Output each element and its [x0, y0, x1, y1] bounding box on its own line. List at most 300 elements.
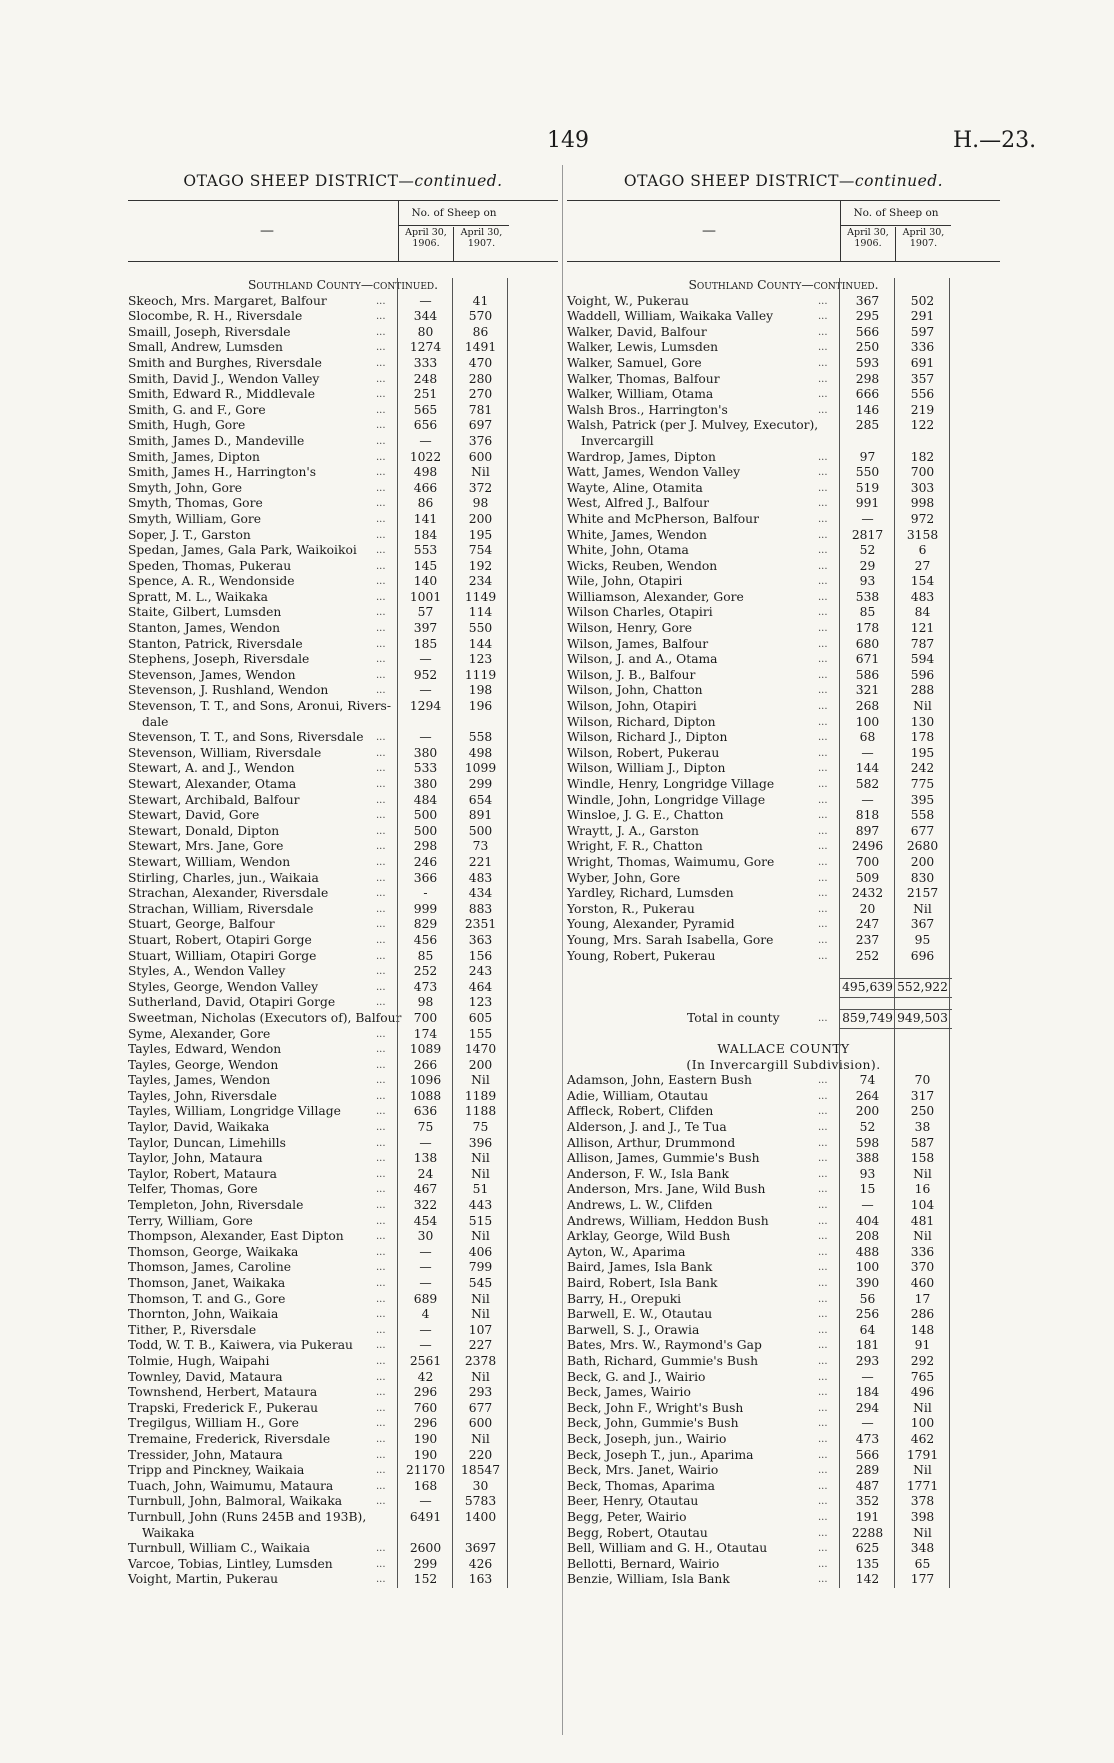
owner-name: Anderson, Mrs. Jane, Wild Bush: [567, 1182, 766, 1197]
leader-dots: ...: [376, 810, 386, 822]
leader-dots: ...: [818, 326, 828, 338]
owner-name: Trapski, Frederick F., Pukerau: [128, 1400, 319, 1415]
leader-dots: ...: [376, 513, 386, 525]
sheep-1906: 1274: [409, 340, 442, 355]
sheep-1906: 185: [413, 636, 438, 651]
leader-dots: ...: [376, 560, 386, 572]
sheep-1907: Nil: [471, 1431, 490, 1446]
table-row: [567, 559, 1000, 575]
owner-name: Winsloe, J. G. E., Chatton: [567, 808, 724, 823]
leader-dots: ...: [376, 1324, 386, 1336]
table-row: [128, 528, 558, 544]
sheep-1906: 344: [413, 309, 438, 324]
table-row: [128, 403, 558, 419]
leader-dots: ...: [818, 529, 828, 541]
table-row: [567, 372, 1000, 388]
leader-dots: ...: [376, 1246, 386, 1258]
leader-dots: ...: [376, 966, 386, 978]
column-rule: [397, 278, 398, 1588]
sheep-1906: 68: [859, 730, 876, 745]
sheep-1907: 221: [468, 854, 493, 869]
sheep-1907: 570: [468, 309, 493, 324]
sheep-1907: 496: [910, 1385, 935, 1400]
leader-dots: ...: [376, 763, 386, 775]
sheep-1907: 1470: [464, 1042, 497, 1057]
table-row: [128, 1042, 558, 1058]
sheep-1906: 285: [855, 418, 880, 433]
sheep-1907: 443: [468, 1198, 493, 1213]
total-row: [567, 1011, 1000, 1027]
leader-dots: ...: [376, 545, 386, 557]
owner-name: Barwell, S. J., Orawia: [567, 1322, 700, 1337]
owner-name: Stanton, James, Wendon: [128, 621, 281, 636]
sheep-1907: 998: [910, 496, 935, 511]
leader-dots: ...: [818, 825, 828, 837]
sheep-1907: 376: [468, 433, 493, 448]
leader-dots: ...: [376, 685, 386, 697]
owner-name: Young, Mrs. Sarah Isabella, Gore: [567, 932, 774, 947]
sheep-1907: 500: [468, 823, 493, 838]
sheep-1907: 286: [910, 1307, 935, 1322]
sheep-1906: 252: [413, 964, 438, 979]
sheep-1906: 142: [855, 1572, 880, 1587]
leader-dots: ...: [818, 1574, 828, 1586]
table-row: [567, 715, 1000, 731]
table-row: [128, 1011, 558, 1027]
leader-dots: ...: [818, 1480, 828, 1492]
owner-name: Tregilgus, William H., Gore: [128, 1416, 299, 1431]
table-row: [128, 715, 558, 731]
leader-dots: ...: [818, 1465, 828, 1477]
subtotal-row: [567, 980, 1000, 996]
owner-name: Arklay, George, Wild Bush: [567, 1229, 731, 1244]
leader-dots: ...: [818, 856, 828, 868]
total-rule: [840, 978, 952, 979]
owner-name: Barwell, E. W., Otautau: [567, 1307, 713, 1322]
sheep-1907: 481: [910, 1213, 935, 1228]
table-row: [567, 1370, 1000, 1386]
sheep-1906: 760: [413, 1400, 438, 1415]
table-row: [128, 1182, 558, 1198]
sheep-1907: 303: [910, 480, 935, 495]
table-row: [567, 1323, 1000, 1339]
sheep-1906: 484: [413, 792, 438, 807]
sheep-1907: 597: [910, 324, 935, 339]
sheep-1906: 256: [855, 1307, 880, 1322]
leader-dots: ...: [376, 1200, 386, 1212]
sheep-1907: 462: [910, 1431, 935, 1446]
sheep-1906: 1089: [409, 1042, 442, 1057]
table-row: [128, 1104, 558, 1120]
sheep-1907: 65: [914, 1556, 931, 1571]
sheep-1907: 1491: [464, 340, 497, 355]
sheep-1907: 470: [468, 355, 493, 370]
leader-dots: ...: [818, 623, 828, 635]
table-row: [567, 621, 1000, 637]
sheep-1906: 294: [855, 1400, 880, 1415]
table-row: [567, 1104, 1000, 1120]
sheep-1906: -: [423, 886, 428, 901]
total-rule: [840, 1009, 952, 1010]
sheep-1907: 18547: [460, 1463, 501, 1478]
sheep-1906: 250: [855, 340, 880, 355]
sheep-1906: 251: [413, 387, 438, 402]
owner-name: Ayton, W., Aparima: [567, 1244, 686, 1259]
owner-name: Stirling, Charles, jun., Waikaia: [128, 870, 319, 885]
sheep-1907: 1771: [906, 1478, 939, 1493]
sheep-1907: 17: [914, 1291, 931, 1306]
sheep-1907: Nil: [471, 1166, 490, 1181]
leader-dots: ...: [376, 467, 386, 479]
leader-dots: ...: [376, 1543, 386, 1555]
table-row: [128, 761, 558, 777]
owner-name: Templeton, John, Riversdale: [128, 1198, 304, 1213]
sheep-1907: 754: [468, 543, 493, 558]
owner-name: Wilson, Robert, Pukerau: [567, 745, 720, 760]
leader-dots: ...: [376, 1371, 386, 1383]
owner-name: Stuart, Robert, Otapiri Gorge: [128, 932, 312, 947]
owner-name: Beck, G. and J., Wairio: [567, 1369, 706, 1384]
sheep-1907: 292: [910, 1353, 935, 1368]
owner-name: Walsh Bros., Harrington's: [567, 402, 728, 417]
leader-dots: ...: [376, 357, 386, 369]
table-row: [567, 793, 1000, 809]
leader-dots: ...: [376, 1355, 386, 1367]
sheep-1907: 2157: [906, 886, 939, 901]
sheep-1906: 140: [413, 574, 438, 589]
sheep-1907: 799: [468, 1260, 493, 1275]
owner-name: Smyth, Thomas, Gore: [128, 496, 263, 511]
sheep-1907: Nil: [471, 465, 490, 480]
table-row: [128, 1167, 558, 1183]
sheep-1906: 252: [855, 948, 880, 963]
leader-dots: ...: [376, 1293, 386, 1305]
table-row: [128, 1463, 558, 1479]
sheep-1907: 123: [468, 995, 493, 1010]
leader-dots: ...: [818, 451, 828, 463]
sheep-1906: 538: [855, 589, 880, 604]
sheep-1906: 473: [413, 979, 438, 994]
table-row: [567, 839, 1000, 855]
sheep-count-header-label: No. of Sheep on: [399, 201, 509, 226]
sheep-1907: 91: [914, 1338, 931, 1353]
table-row: [567, 387, 1000, 403]
section-heading: [128, 278, 558, 294]
sheep-1906: 181: [855, 1338, 880, 1353]
sheep-1907: Nil: [913, 1166, 932, 1181]
sheep-1907: 75: [472, 1120, 489, 1135]
total-label: Total in county: [687, 1010, 780, 1025]
owner-name: Invercargill: [581, 433, 654, 448]
sheep-1907: Nil: [471, 1291, 490, 1306]
table-row: [128, 481, 558, 497]
sheep-1907: 144: [468, 636, 493, 651]
leader-dots: ...: [818, 903, 828, 915]
county-heading-text: WALLACE COUNTY: [717, 1042, 850, 1057]
sheep-1907: 3158: [906, 527, 939, 542]
leader-dots: ...: [376, 1387, 386, 1399]
sheep-1907: 357: [910, 371, 935, 386]
leader-dots: ...: [376, 1465, 386, 1477]
sheep-1906: 208: [855, 1229, 880, 1244]
owner-name: Wardrop, James, Dipton: [567, 449, 716, 464]
owner-name: Smith, James, Dipton: [128, 449, 260, 464]
table-row: [128, 1526, 558, 1542]
sheep-1906: 52: [859, 543, 876, 558]
owner-name: Wilson, Richard J., Dipton: [567, 730, 728, 745]
sheep-1906: —: [419, 433, 432, 448]
leader-dots: ...: [818, 1355, 828, 1367]
table-row: [128, 637, 558, 653]
sheep-1907: 178: [910, 730, 935, 745]
owner-name: Tayles, James, Wendon: [128, 1073, 271, 1088]
owner-name: Wile, John, Otapiri: [567, 574, 683, 589]
table-row: [128, 949, 558, 965]
sheep-1907: 2378: [464, 1353, 497, 1368]
sheep-1907: 38: [914, 1120, 931, 1135]
table-row: [567, 1479, 1000, 1495]
sheep-1907: 697: [468, 418, 493, 433]
sheep-1907: 2680: [906, 839, 939, 854]
owner-name: Wyber, John, Gore: [567, 870, 681, 885]
owner-name: Spence, A. R., Wendonside: [128, 574, 295, 589]
sheep-1907: 270: [468, 387, 493, 402]
sheep-1907: 98: [472, 496, 489, 511]
owner-name: Smyth, William, Gore: [128, 511, 262, 526]
owner-name: Adamson, John, Eastern Bush: [567, 1073, 752, 1088]
table-row: [128, 1276, 558, 1292]
sheep-1906: 582: [855, 777, 880, 791]
leader-dots: ...: [376, 950, 386, 962]
table-row: [128, 1136, 558, 1152]
sheep-1906: 184: [413, 527, 438, 542]
sheep-1907: 398: [910, 1509, 935, 1524]
sheep-1906: 178: [855, 621, 880, 636]
sheep-1907: 1188: [464, 1104, 497, 1119]
sheep-1906: —: [419, 1135, 432, 1150]
leader-dots: ...: [818, 1433, 828, 1445]
sheep-1907: 498: [468, 745, 493, 760]
owner-name: Beck, John F., Wright's Bush: [567, 1400, 744, 1415]
sheep-1906: 74: [859, 1073, 876, 1088]
sheep-1907: 558: [910, 808, 935, 823]
owner-name: Small, Andrew, Lumsden: [128, 340, 283, 355]
year-1906-header: April 30, 1906.: [841, 227, 896, 261]
sheep-1907: 1400: [464, 1509, 497, 1524]
owner-name: Beck, John, Gummie's Bush: [567, 1416, 739, 1431]
owner-name: Windle, John, Longridge Village: [567, 792, 766, 807]
table-row: [128, 793, 558, 809]
sheep-1907: 200: [468, 1057, 493, 1072]
sheep-1907: 200: [468, 511, 493, 526]
leader-dots: ...: [818, 1012, 828, 1024]
sheep-1907: 677: [910, 823, 935, 838]
sheep-1906: —: [419, 1338, 432, 1353]
owner-name: Benzie, William, Isla Bank: [567, 1572, 730, 1587]
table-row: [128, 1307, 558, 1323]
sheep-1907: 483: [468, 870, 493, 885]
owner-name: Thomson, James, Caroline: [128, 1260, 292, 1275]
leader-dots: ...: [376, 389, 386, 401]
sheep-1906: 237: [855, 932, 880, 947]
sheep-1906: 625: [855, 1541, 880, 1556]
sheep-1907: 1119: [464, 667, 497, 682]
table-row: [128, 855, 558, 871]
owner-name: Tressider, John, Mataura: [128, 1447, 283, 1462]
leader-dots: ...: [376, 1059, 386, 1071]
table-row: [128, 294, 558, 310]
sheep-1907: 288: [910, 683, 935, 698]
sheep-1906: 248: [413, 371, 438, 386]
sheep-1907: 483: [910, 589, 935, 604]
table-row: [128, 1494, 558, 1510]
table-row: [567, 1432, 1000, 1448]
sheep-1906: —: [419, 1494, 432, 1509]
table-row: [128, 730, 558, 746]
sheep-1907: 195: [468, 527, 493, 542]
leader-dots: ...: [376, 1215, 386, 1227]
sheep-1906: 289: [855, 1463, 880, 1478]
table-row: [567, 683, 1000, 699]
sheep-1906: 144: [855, 761, 880, 776]
leader-dots: ...: [818, 1527, 828, 1539]
sheep-1907: 317: [910, 1088, 935, 1103]
sheep-1906: 367: [855, 293, 880, 308]
owner-name: Taylor, Robert, Mataura: [128, 1166, 277, 1181]
right-table-header: [567, 200, 1000, 262]
owner-name: Telfer, Thomas, Gore: [128, 1182, 258, 1197]
page-number: 149: [547, 128, 589, 153]
sheep-1906: 566: [855, 324, 880, 339]
table-row: [128, 387, 558, 403]
leader-dots: ...: [818, 794, 828, 806]
leader-dots: ...: [818, 934, 828, 946]
owner-name: Stevenson, T. T., and Sons, Aronui, Rivers-: [128, 699, 391, 714]
sheep-1906: 404: [855, 1213, 880, 1228]
sheep-1907: 51: [472, 1182, 489, 1197]
sheep-1907: 84: [914, 605, 931, 620]
sheep-1906: 2600: [409, 1541, 442, 1556]
sheep-1906: —: [861, 511, 874, 526]
owner-name: Anderson, F. W., Isla Bank: [567, 1166, 730, 1181]
leader-dots: ...: [818, 591, 828, 603]
owner-name: Bath, Richard, Gummie's Bush: [567, 1353, 759, 1368]
table-row: [128, 995, 558, 1011]
owner-name: Thomson, George, Waikaka: [128, 1244, 299, 1259]
column-rule: [507, 278, 508, 1588]
sheep-1906: 30: [417, 1229, 434, 1244]
owner-name: Young, Robert, Pukerau: [567, 948, 716, 963]
leader-dots: ...: [818, 373, 828, 385]
leader-dots: ...: [818, 1278, 828, 1289]
owner-name: Andrews, L. W., Clifden: [567, 1198, 713, 1213]
sheep-1907: 336: [910, 340, 935, 355]
sheep-1907: 158: [910, 1151, 935, 1166]
table-row: [567, 1557, 1000, 1573]
owner-name: Walsh, Patrick (per J. Mulvey, Executor),: [567, 418, 819, 433]
leader-dots: ...: [376, 404, 386, 416]
table-row: [567, 1073, 1000, 1089]
sheep-1907: 396: [468, 1135, 493, 1150]
leader-dots: ...: [376, 1449, 386, 1461]
year-1907-header: April 30, 1907.: [902, 227, 945, 249]
table-row: [128, 590, 558, 606]
sheep-1906: 1001: [409, 589, 442, 604]
owner-name: Wraytt, J. A., Garston: [567, 823, 699, 838]
owner-name: Wilson, William J., Dipton: [567, 761, 726, 776]
owner-name: Waddell, William, Waikaka Valley: [567, 309, 774, 324]
leader-dots: ...: [818, 607, 828, 619]
table-row: [128, 668, 558, 684]
owner-name: Taylor, John, Mataura: [128, 1151, 263, 1166]
sheep-1906: 671: [855, 652, 880, 667]
table-row: [128, 621, 558, 637]
table-row: [567, 512, 1000, 528]
owner-name: Tayles, John, Riversdale: [128, 1088, 277, 1103]
leader-dots: ...: [818, 685, 828, 697]
leader-dots: ...: [818, 295, 828, 307]
table-row: [128, 902, 558, 918]
sheep-1906: 174: [413, 1026, 438, 1041]
sheep-1907: 243: [468, 964, 493, 979]
owner-name: Thompson, Alexander, East Dipton: [128, 1229, 344, 1244]
owner-name: Wilson, J. B., Balfour: [567, 667, 696, 682]
sheep-1906: —: [419, 683, 432, 698]
leader-dots: ...: [818, 498, 828, 510]
owner-name: Sweetman, Nicholas (Executors of), Balfour: [128, 1010, 402, 1025]
table-row: [128, 418, 558, 434]
table-row: [567, 933, 1000, 949]
sheep-1907: 787: [910, 636, 935, 651]
sheep-1906: 333: [413, 355, 438, 370]
leader-dots: ...: [376, 1340, 386, 1352]
owner-name: Turnbull, John, Balmoral, Waikaka: [128, 1494, 343, 1509]
sheep-1906: 550: [855, 465, 880, 480]
leader-dots: ...: [818, 669, 828, 681]
sheep-1907: 2351: [464, 917, 497, 932]
owner-name: Baird, James, Isla Bank: [567, 1260, 713, 1275]
owner-name: Smyth, John, Gore: [128, 480, 243, 495]
owner-name: Walker, Thomas, Balfour: [567, 371, 720, 386]
table-row: [567, 418, 1000, 434]
owner-name: Terry, William, Gore: [128, 1213, 253, 1228]
total-rule: [840, 1028, 952, 1029]
table-row: [567, 1229, 1000, 1245]
sheep-1907: 280: [468, 371, 493, 386]
sheep-1906: 200: [855, 1104, 880, 1119]
leader-dots: ...: [818, 779, 828, 790]
sheep-1906: 246: [413, 854, 438, 869]
leader-dots: ...: [376, 1574, 386, 1586]
county-heading: [567, 1058, 1000, 1074]
sheep-1906: 380: [413, 777, 438, 791]
leader-dots: ...: [818, 389, 828, 401]
leader-dots: ...: [376, 1075, 386, 1087]
sheep-1907: 155: [468, 1026, 493, 1041]
table-row: [128, 699, 558, 715]
sheep-1906: 689: [413, 1291, 438, 1306]
sheep-1907: 367: [910, 917, 935, 932]
table-row: [128, 1058, 558, 1074]
sheep-1907: 378: [910, 1494, 935, 1509]
sheep-1906: 466: [413, 480, 438, 495]
table-row: [567, 1463, 1000, 1479]
sheep-1907: 100: [910, 1416, 935, 1431]
table-row: [567, 1292, 1000, 1308]
owner-name: Tayles, William, Longridge Village: [128, 1104, 341, 1119]
table-row: [128, 496, 558, 512]
sheep-1906: 818: [855, 808, 880, 823]
